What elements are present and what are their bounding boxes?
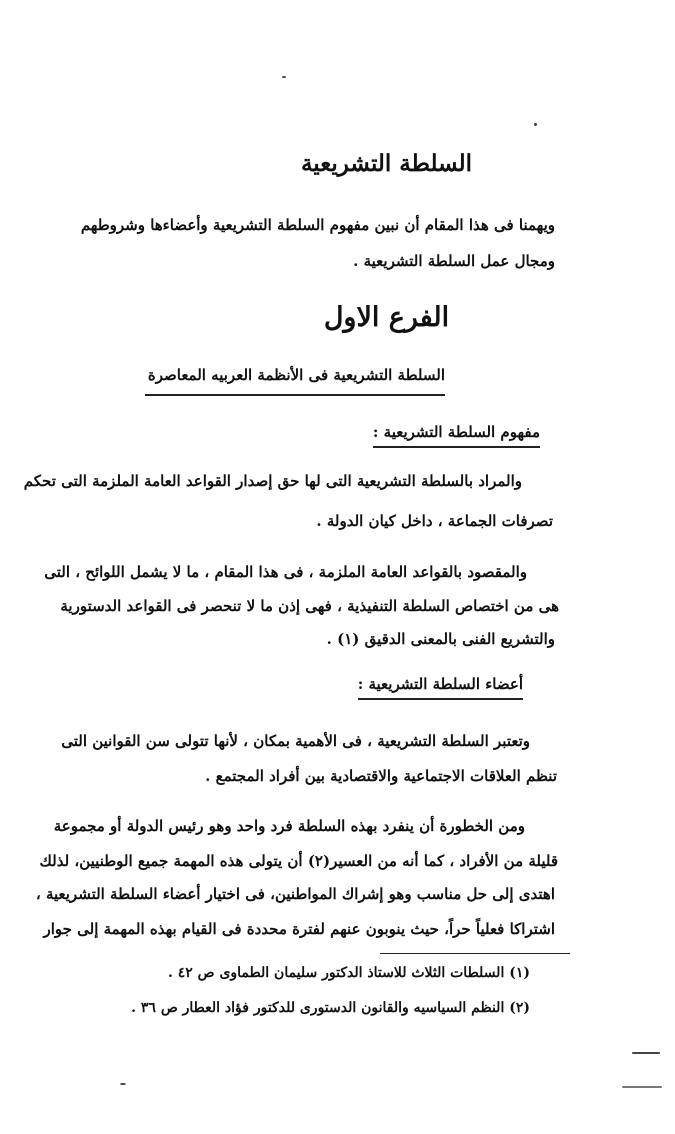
concept-para1-line2: تصرفات الجماعة ، داخل كيان الدولة .	[316, 512, 553, 530]
members-para2-line2: قليلة من الأفراد ، كما أنه من العسير(٢) أن يتولى هذه المهمة جميع الوطنيين، لذلك	[39, 852, 558, 870]
footnote-separator	[380, 953, 570, 954]
concept-para1-line1: والمراد بالسلطة التشريعية التى لها حق إصدار القواعد العامة الملزمة التى تحكم	[23, 472, 522, 490]
members-para2-line1: ومن الخطورة أن ينفرد بهذه السلطة فرد واحد وهو رئيس الدولة أو مجموعة	[53, 817, 525, 835]
scan-speck	[632, 1052, 660, 1054]
footnote-1: (١) السلطات الثلاث للاستاذ الدكتور سليمان الطماوى ص ٤٢ .	[167, 965, 530, 981]
members-para2-line4: اشتراكا فعلياً حراً، حيث ينوبون عنهم لفترة محددة فى القيام بهذه المهمة إلى جوار	[43, 920, 555, 938]
page-title: السلطة التشريعية	[300, 150, 473, 177]
concept-para2-line3: والتشريع الفنى بالمعنى الدقيق (١) .	[326, 630, 555, 648]
members-para1-line2: تنظم العلاقات الاجتماعية والاقتصادية بين أفراد المجتمع .	[205, 767, 557, 785]
scan-speck	[120, 1083, 126, 1085]
scan-speck	[282, 76, 286, 78]
section-title: الفرع الاول	[323, 302, 450, 333]
intro-line-2: ومجال عمل السلطة التشريعية .	[353, 252, 555, 270]
intro-line-1: ويهمنا فى هذا المقام أن نبين مفهوم السلطة التشريعية وأعضاءها وشروطهم	[80, 216, 555, 234]
scan-speck	[622, 1086, 662, 1088]
subsection-underline	[145, 394, 445, 396]
concept-heading: مفهوم السلطة التشريعية :	[373, 423, 540, 448]
members-para2-line3: اهتدى إلى حل مناسب وهو إشراك المواطنين، فى اختيار أعضاء السلطة التشريعية ،	[35, 885, 555, 903]
concept-para2-line2: هى من اختصاص السلطة التنفيذية ، فهى إذن ما لا تنحصر فى القواعد الدستورية	[60, 597, 559, 615]
members-heading: أعضاء السلطة التشريعية :	[358, 675, 523, 700]
subsection-title: السلطة التشريعية فى الأنظمة العربيه المعاصرة	[147, 366, 445, 384]
concept-para2-line1: والمقصود بالقواعد العامة الملزمة ، فى هذا المقام ، ما لا يشمل اللوائح ، التى	[44, 563, 527, 581]
scan-speck	[534, 123, 537, 126]
footnote-2: (٢) النظم السياسيه والقانون الدستورى للدكتور فؤاد العطار ص ٣٦ .	[131, 1000, 530, 1016]
members-para1-line1: وتعتبر السلطة التشريعية ، فى الأهمية بمكان ، لأنها تتولى سن القوانين التى	[61, 732, 530, 750]
